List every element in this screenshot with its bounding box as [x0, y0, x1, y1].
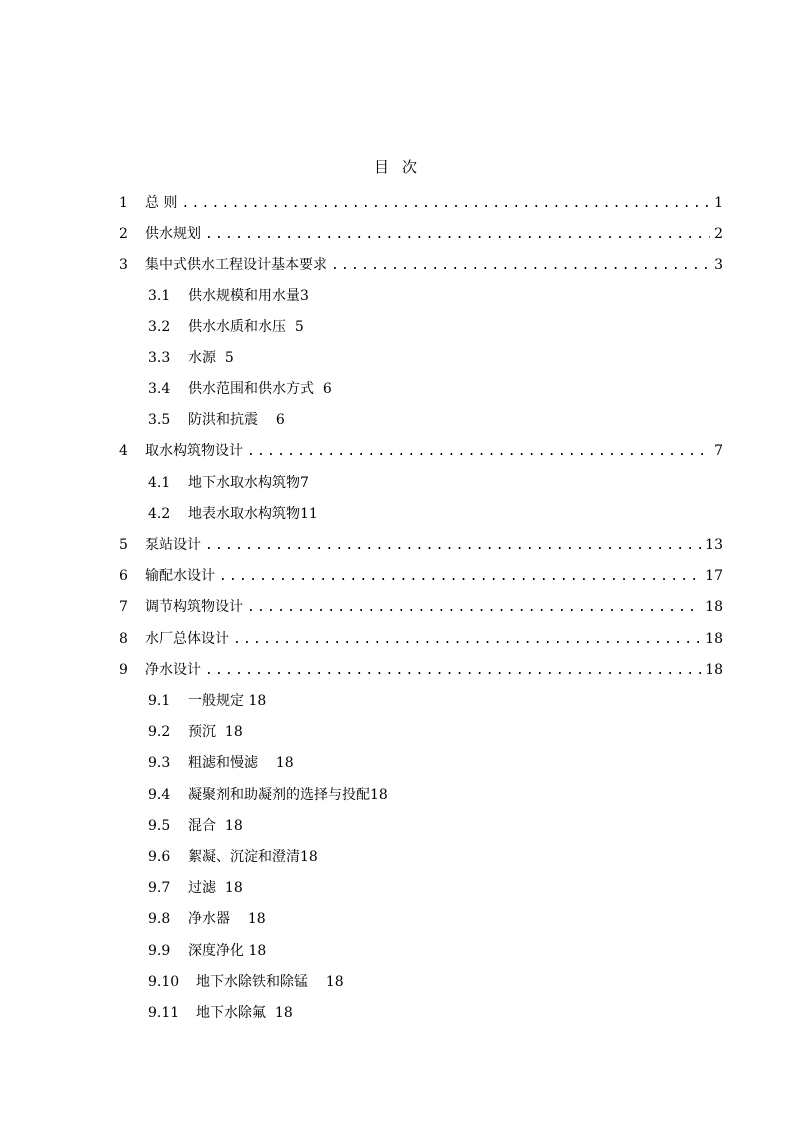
toc-section-9-11[interactable] [148, 1003, 293, 1023]
section-title: 絮凝、沉淀和澄清 [188, 849, 300, 865]
chapter-page: 3 [714, 257, 723, 273]
section-page: 5 [294, 319, 304, 335]
toc-chapter-9[interactable] [119, 660, 723, 680]
section-number: 9.6 [148, 849, 171, 865]
toc-section-9-6[interactable] [148, 847, 318, 867]
section-title: 净水器 [188, 911, 230, 927]
section-number: 3.4 [148, 381, 171, 397]
toc-section-9-1[interactable] [148, 691, 266, 711]
chapter-number: 6 [119, 568, 128, 584]
section-number: 9.1 [148, 693, 171, 709]
section-number: 3.2 [148, 319, 171, 335]
chapter-page: 17 [705, 568, 723, 584]
section-number: 9.10 [148, 974, 180, 990]
section-title: 供水水质和水压 [188, 319, 286, 335]
section-page: 7 [300, 475, 309, 491]
dot-leader [247, 442, 710, 462]
section-page: 18 [224, 724, 243, 740]
chapter-number: 5 [119, 537, 128, 553]
section-title: 粗滤和慢滤 [188, 755, 258, 771]
toc-section-9-7[interactable] [148, 878, 243, 898]
section-title: 地下水取水构筑物 [188, 475, 300, 491]
chapter-number: 2 [119, 226, 128, 242]
toc-chapter-4[interactable] [119, 441, 723, 461]
toc-section-3-3[interactable] [148, 348, 234, 368]
dot-leader [181, 194, 710, 214]
toc-section-9-3[interactable] [148, 753, 294, 773]
chapter-title: 输配水设计 [145, 568, 215, 584]
section-title: 地下水除氟 [196, 1005, 266, 1021]
section-title: 供水范围和供水方式 [188, 381, 314, 397]
chapter-title: 供水规划 [145, 226, 201, 242]
chapter-title: 水厂总体设计 [145, 631, 229, 647]
chapter-page: 7 [714, 443, 723, 459]
chapter-number: 9 [119, 662, 128, 678]
toc-section-9-8[interactable] [148, 909, 266, 929]
toc-section-3-2[interactable] [148, 317, 304, 337]
chapter-title: 净水设计 [145, 662, 201, 678]
chapter-title: 集中式供水工程设计基本要求 [145, 257, 327, 273]
toc-section-9-2[interactable] [148, 722, 243, 742]
chapter-number: 1 [119, 195, 128, 211]
section-page: 18 [248, 943, 267, 959]
section-number: 9.3 [148, 755, 171, 771]
section-title: 防洪和抗震 [188, 412, 258, 428]
toc-section-4-1[interactable] [148, 473, 309, 493]
section-title: 一般规定 [188, 693, 244, 709]
section-number: 9.7 [148, 880, 171, 896]
toc-chapter-3[interactable] [119, 255, 723, 275]
section-page: 18 [248, 693, 267, 709]
toc-chapter-8[interactable] [119, 629, 723, 649]
section-page: 3 [300, 288, 309, 304]
toc-section-9-9[interactable] [148, 941, 266, 961]
section-number: 9.9 [148, 943, 171, 959]
section-title: 深度净化 [188, 943, 244, 959]
chapter-title: 取水构筑物设计 [145, 443, 243, 459]
section-number: 3.5 [148, 412, 171, 428]
toc-section-9-10[interactable] [148, 972, 344, 992]
section-page: 18 [275, 755, 294, 771]
section-page: 18 [224, 880, 243, 896]
toc-chapter-2[interactable] [119, 224, 723, 244]
toc-section-3-5[interactable] [148, 410, 285, 430]
toc-section-9-4[interactable] [148, 785, 388, 805]
dot-leader [205, 661, 701, 681]
section-page: 6 [275, 412, 285, 428]
toc-chapter-1[interactable] [119, 193, 723, 213]
section-title: 水源 [188, 350, 216, 366]
section-number: 3.3 [148, 350, 171, 366]
chapter-number: 3 [119, 257, 128, 273]
section-title: 供水规模和用水量 [188, 288, 300, 304]
chapter-number: 7 [119, 599, 128, 615]
toc-section-4-2[interactable] [148, 504, 318, 524]
chapter-page: 18 [705, 599, 723, 615]
toc-chapter-5[interactable] [119, 535, 723, 555]
section-page: 18 [300, 849, 318, 865]
section-number: 3.1 [148, 288, 171, 304]
section-title: 过滤 [188, 880, 216, 896]
chapter-page: 13 [705, 537, 723, 553]
dot-leader [233, 630, 701, 650]
dot-leader [219, 567, 701, 587]
section-title: 地表水取水构筑物 [188, 506, 300, 522]
toc-section-9-5[interactable] [148, 816, 243, 836]
toc-title [0, 156, 794, 177]
section-page: 18 [224, 818, 243, 834]
dot-leader [205, 536, 701, 556]
toc-chapter-7[interactable] [119, 597, 723, 617]
section-page: 18 [370, 787, 388, 803]
section-number: 4.2 [148, 506, 171, 522]
section-number: 9.11 [148, 1005, 180, 1021]
section-title: 地下水除铁和除锰 [196, 974, 308, 990]
toc-title-right: 次 [402, 158, 421, 176]
section-page: 18 [274, 1005, 293, 1021]
chapter-title: 总 则 [145, 195, 178, 211]
chapter-page: 2 [714, 226, 723, 242]
toc-section-3-1[interactable] [148, 286, 309, 306]
section-page: 5 [224, 350, 234, 366]
toc-chapter-6[interactable] [119, 566, 723, 586]
chapter-number: 8 [119, 631, 128, 647]
section-number: 9.2 [148, 724, 171, 740]
chapter-title: 调节构筑物设计 [145, 599, 243, 615]
section-title: 混合 [188, 818, 216, 834]
section-number: 4.1 [148, 475, 171, 491]
section-page: 18 [247, 911, 266, 927]
section-number: 9.8 [148, 911, 171, 927]
dot-leader [205, 225, 710, 245]
section-number: 9.4 [148, 787, 171, 803]
chapter-title: 泵站设计 [145, 537, 201, 553]
section-page: 11 [300, 506, 318, 522]
section-title: 预沉 [188, 724, 216, 740]
section-page: 18 [325, 974, 344, 990]
chapter-page: 18 [705, 662, 723, 678]
chapter-number: 4 [119, 443, 128, 459]
section-number: 9.5 [148, 818, 171, 834]
toc-title-left: 目 [373, 158, 392, 176]
section-page: 6 [322, 381, 332, 397]
chapter-page: 1 [714, 195, 723, 211]
dot-leader [331, 256, 710, 276]
dot-leader [247, 598, 701, 618]
toc-section-3-4[interactable] [148, 379, 332, 399]
section-title: 凝聚剂和助凝剂的选择与投配 [188, 787, 370, 803]
chapter-page: 18 [705, 631, 723, 647]
